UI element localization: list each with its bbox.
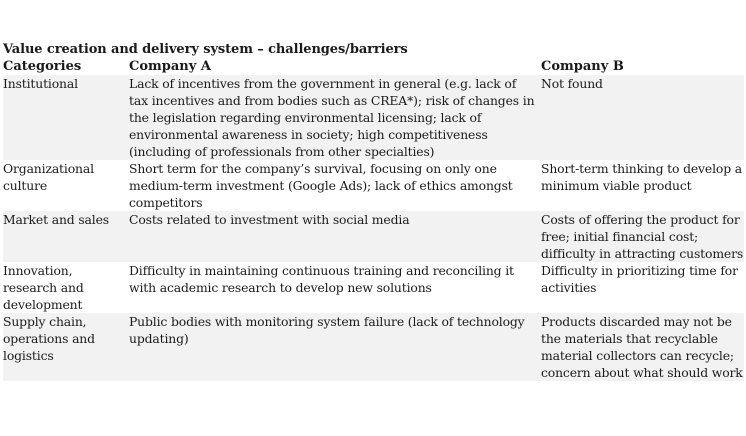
row-company-b: Products discarded may not be the materials that recyclable material collectors can recycle; concern about what should work (541, 314, 743, 380)
row-company-a: Lack of incentives from the government in general (e.g. lack of tax incentives and from bodies such as CREA*); risk of changes in the legislation regarding environmental licensing; lack of environmental awareness in society; high competitiveness (including of professionals from other specialties) (129, 75, 541, 160)
table-row (3, 313, 744, 381)
table-row (3, 160, 744, 211)
table-row (3, 211, 744, 262)
header-row (3, 58, 744, 75)
row-company-b: Difficulty in prioritizing time for activities (541, 263, 738, 295)
table-title: Value creation and delivery system – challenges/barriers (3, 42, 408, 57)
header-company-a: Company A (129, 59, 211, 74)
header-categories: Categories (3, 59, 82, 74)
row-category: Supply chain, operations and logistics (3, 313, 129, 381)
row-company-a: Costs related to investment with social media (129, 211, 541, 262)
row-company-a: Difficulty in maintaining continuous training and reconciling it with academic research to develop new solutions (129, 263, 514, 295)
document-body (3, 41, 744, 381)
challenges-table (3, 58, 744, 381)
row-category: Institutional (3, 75, 129, 160)
row-company-b: Costs of offering the product for free; initial financial cost; difficulty in attracting customers (541, 212, 744, 261)
row-category: Innovation, research and development (3, 263, 84, 312)
row-company-b: Not found (541, 75, 744, 160)
table-row (3, 262, 744, 313)
row-company-b: Short-term thinking to develop a minimum viable product (541, 161, 743, 193)
row-company-a: Short term for the company’s survival, focusing on only one medium-term investment (Google Ads); lack of ethics amongst competitors (129, 161, 513, 210)
row-company-a: Public bodies with monitoring system failure (lack of technology updating) (129, 313, 541, 381)
row-category: Organizational culture (3, 161, 94, 193)
row-category: Market and sales (3, 211, 129, 262)
table-row (3, 75, 744, 160)
header-company-b: Company B (541, 59, 624, 74)
